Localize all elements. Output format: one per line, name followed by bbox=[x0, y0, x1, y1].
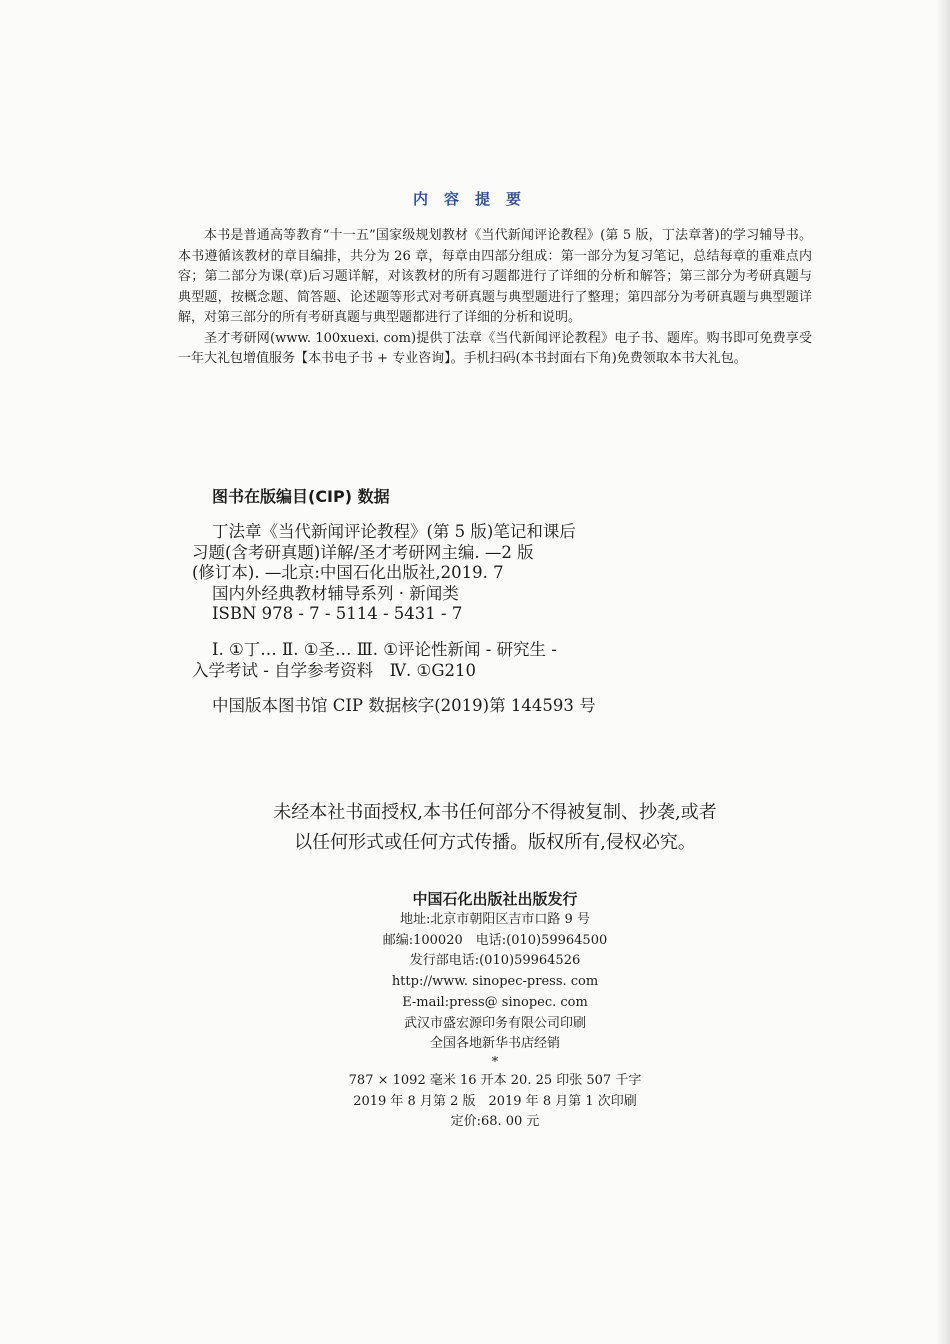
copyright-notice bbox=[0, 798, 950, 858]
publisher-sales-phone: 发行部电话:(010)59964526 bbox=[409, 953, 581, 969]
copyright-line: 未经本社书面授权,本书任何部分不得被复制、抄袭,或者 bbox=[273, 802, 717, 823]
publisher-address: 地址:北京市朝阳区吉市口路 9 号 bbox=[400, 912, 590, 927]
cip-series-line: 国内外经典教材辅导系列 · 新闻类 bbox=[212, 583, 459, 603]
book-format: 787 × 1092 毫米 16 开本 20. 25 印张 507 千字 bbox=[348, 1072, 642, 1088]
publisher-postcode-phone: 邮编:100020 电话:(010)59964500 bbox=[382, 932, 608, 948]
cip-description bbox=[192, 522, 662, 625]
publisher-email: E-mail:press@ sinopec. com bbox=[402, 994, 588, 1010]
cip-desc-line: (修订本). —北京:中国石化出版社,2019. 7 bbox=[192, 563, 504, 582]
separator-star: * bbox=[491, 1054, 499, 1070]
publisher-name: 中国石化出版社出版发行 bbox=[412, 890, 578, 908]
price: 定价:68. 00 元 bbox=[450, 1114, 540, 1130]
publisher-website: http://www. sinopec-press. com bbox=[391, 974, 599, 990]
cip-number-block bbox=[192, 696, 662, 717]
cip-isbn-line: ISBN 978 - 7 - 5114 - 5431 - 7 bbox=[212, 604, 463, 623]
cip-desc-line: 丁法章《当代新闻评论教程》(第 5 版)笔记和课后 bbox=[212, 522, 576, 541]
cip-number: 中国版本图书馆 CIP 数据核字(2019)第 144593 号 bbox=[212, 696, 596, 715]
summary-paragraph-2: 圣才考研网(www. 100xuexi. com)提供丁法章《当代新闻评论教程》电子书、题库。购书即可免费享受一年大礼包增值服务【本书电子书 + 专业咨询】。手机扫码(本书封面右下角)免费领取本书大礼包。 bbox=[178, 330, 812, 366]
edition-info: 2019 年 8 月第 2 版 2019 年 8 月第 1 次印刷 bbox=[353, 1093, 637, 1109]
summary-section bbox=[178, 226, 812, 370]
publisher-info bbox=[0, 888, 950, 1133]
cip-classification bbox=[192, 640, 662, 681]
cip-heading: 图书在版编目(CIP) 数据 bbox=[212, 487, 390, 506]
printer: 武汉市盛宏源印务有限公司印刷 bbox=[403, 1015, 586, 1031]
cip-desc-line: 习题(含考研真题)详解/圣才考研网主编. —2 版 bbox=[192, 542, 534, 562]
cip-class-line: 入学考试 - 自学参考资料 Ⅳ. ①G210 bbox=[192, 660, 477, 680]
copyright-line: 以任何形式或任何方式传播。版权所有,侵权必究。 bbox=[294, 832, 696, 853]
distributor: 全国各地新华书店经销 bbox=[429, 1036, 560, 1052]
summary-title: 内容提要 bbox=[412, 190, 537, 208]
summary-paragraph-1: 本书是普通高等教育“十一五”国家级规划教材《当代新闻评论教程》(第 5 版，丁法章著)的学习辅导书。本书遵循该教材的章目编排，共分为 26 章，每章由四部分组成：第一部分为复习笔记，总结每章的重难点内容；第二部分为课(章)后习题详解，对该教材的所有习题都进行了详细的分析和解答；第三部分为考研真题与典型题，按概念题、简答题、论述题等形式对考研真题与典型题进行了整理；第四部分为考研真题与典型题详解，对第三部分的所有考研真题与典型题都进行了详细的分析和说明。 bbox=[178, 228, 812, 325]
cip-class-line: Ⅰ. ①丁… Ⅱ. ①圣… Ⅲ. ①评论性新闻 - 研究生 - bbox=[212, 640, 557, 659]
